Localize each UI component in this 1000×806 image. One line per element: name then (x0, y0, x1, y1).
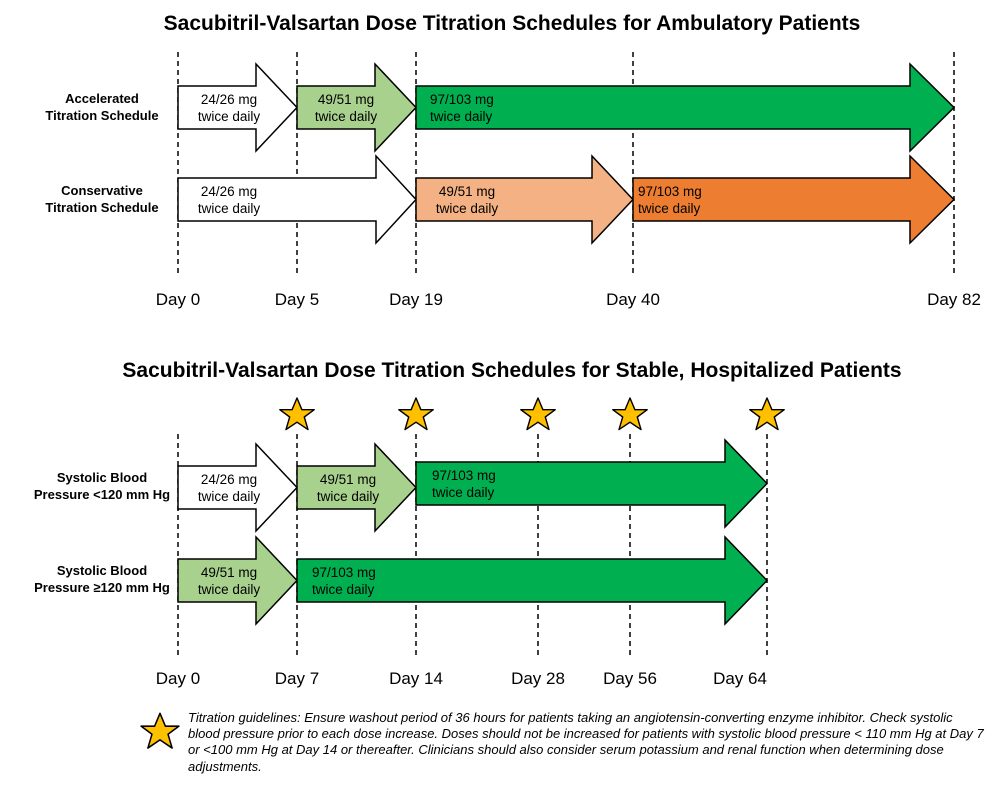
guideline-star-icon (141, 713, 179, 748)
dose-label: 97/103 mg (432, 468, 496, 483)
dose-label: 97/103 mg (312, 565, 376, 580)
titration-guidelines: Titration guidelines: Ensure washout period of 36 hours for patients taking an angiotensin-converting enzyme inhibitor. Check systolic blood pressure prior to each dose increase. Doses should not be increased for patients with systolic blood pressure < 110 mm Hg at Day 7 or <100 mm Hg at Day 14 or thereafter. Clinicians should also consider serum potassium and renal function when determining dose adjustments. (188, 710, 984, 774)
dose-arrow (416, 64, 954, 151)
row-label-line2: Pressure ≥120 mm Hg (34, 580, 170, 595)
day-label: Day 82 (927, 290, 981, 309)
day-label: Day 7 (274, 669, 320, 688)
dose-arrow (178, 444, 297, 531)
dose-arrow (416, 440, 767, 527)
panel-1-title: Sacubitril-Valsartan Dose Titration Schedules for Ambulatory Patients (163, 12, 861, 35)
day-label: Day 28 (511, 669, 565, 688)
star-icon (750, 398, 784, 430)
day-label: Day 5 (274, 290, 320, 309)
dose-label: 97/103 mg (430, 92, 494, 107)
day-label: Day 56 (603, 669, 657, 688)
day-label: Day 14 (389, 669, 443, 688)
star-icon (613, 398, 647, 430)
dose-arrow (297, 64, 416, 151)
dose-frequency: twice daily (435, 201, 499, 216)
dose-frequency: twice daily (197, 109, 261, 124)
dose-frequency: twice daily (638, 201, 701, 216)
dose-frequency: twice daily (197, 582, 261, 597)
dose-frequency: twice daily (430, 109, 493, 124)
star-icon (521, 398, 555, 430)
dose-frequency: twice daily (197, 489, 261, 504)
dose-arrow (416, 156, 633, 243)
dose-label: 97/103 mg (638, 184, 702, 199)
dose-frequency: twice daily (432, 485, 495, 500)
day-label: Day 64 (713, 669, 767, 688)
star-icon (280, 398, 314, 430)
dose-label: 49/51 mg (317, 92, 375, 107)
dose-arrow (178, 537, 297, 624)
dose-label: 24/26 mg (200, 472, 258, 487)
dose-frequency: twice daily (312, 582, 375, 597)
row-label-line1: Systolic Blood (56, 563, 148, 578)
dose-label: 49/51 mg (200, 565, 258, 580)
dose-frequency: twice daily (314, 109, 378, 124)
row-label-line1: Conservative (61, 183, 143, 198)
dose-label: 49/51 mg (438, 184, 496, 199)
row-label-line2: Titration Schedule (45, 108, 159, 123)
row-label-line1: Systolic Blood (56, 470, 148, 485)
dose-frequency: twice daily (197, 201, 261, 216)
panel-2-title: Sacubitril-Valsartan Dose Titration Schedules for Stable, Hospitalized Patients (122, 359, 902, 382)
dose-arrow (178, 64, 297, 151)
row-label-line1: Accelerated (65, 91, 139, 106)
dose-label: 49/51 mg (319, 472, 377, 487)
day-label: Day 40 (606, 290, 660, 309)
day-label: Day 19 (389, 290, 443, 309)
dose-arrow (633, 156, 954, 243)
row-label-line2: Pressure <120 mm Hg (33, 487, 171, 502)
star-icon (399, 398, 433, 430)
dose-label: 24/26 mg (200, 92, 258, 107)
row-label-line2: Titration Schedule (45, 200, 159, 215)
dose-arrow (297, 444, 416, 531)
day-label: Day 0 (155, 669, 201, 688)
dose-label: 24/26 mg (200, 184, 258, 199)
dose-arrow (297, 537, 767, 624)
dose-frequency: twice daily (316, 489, 380, 504)
day-label: Day 0 (155, 290, 201, 309)
